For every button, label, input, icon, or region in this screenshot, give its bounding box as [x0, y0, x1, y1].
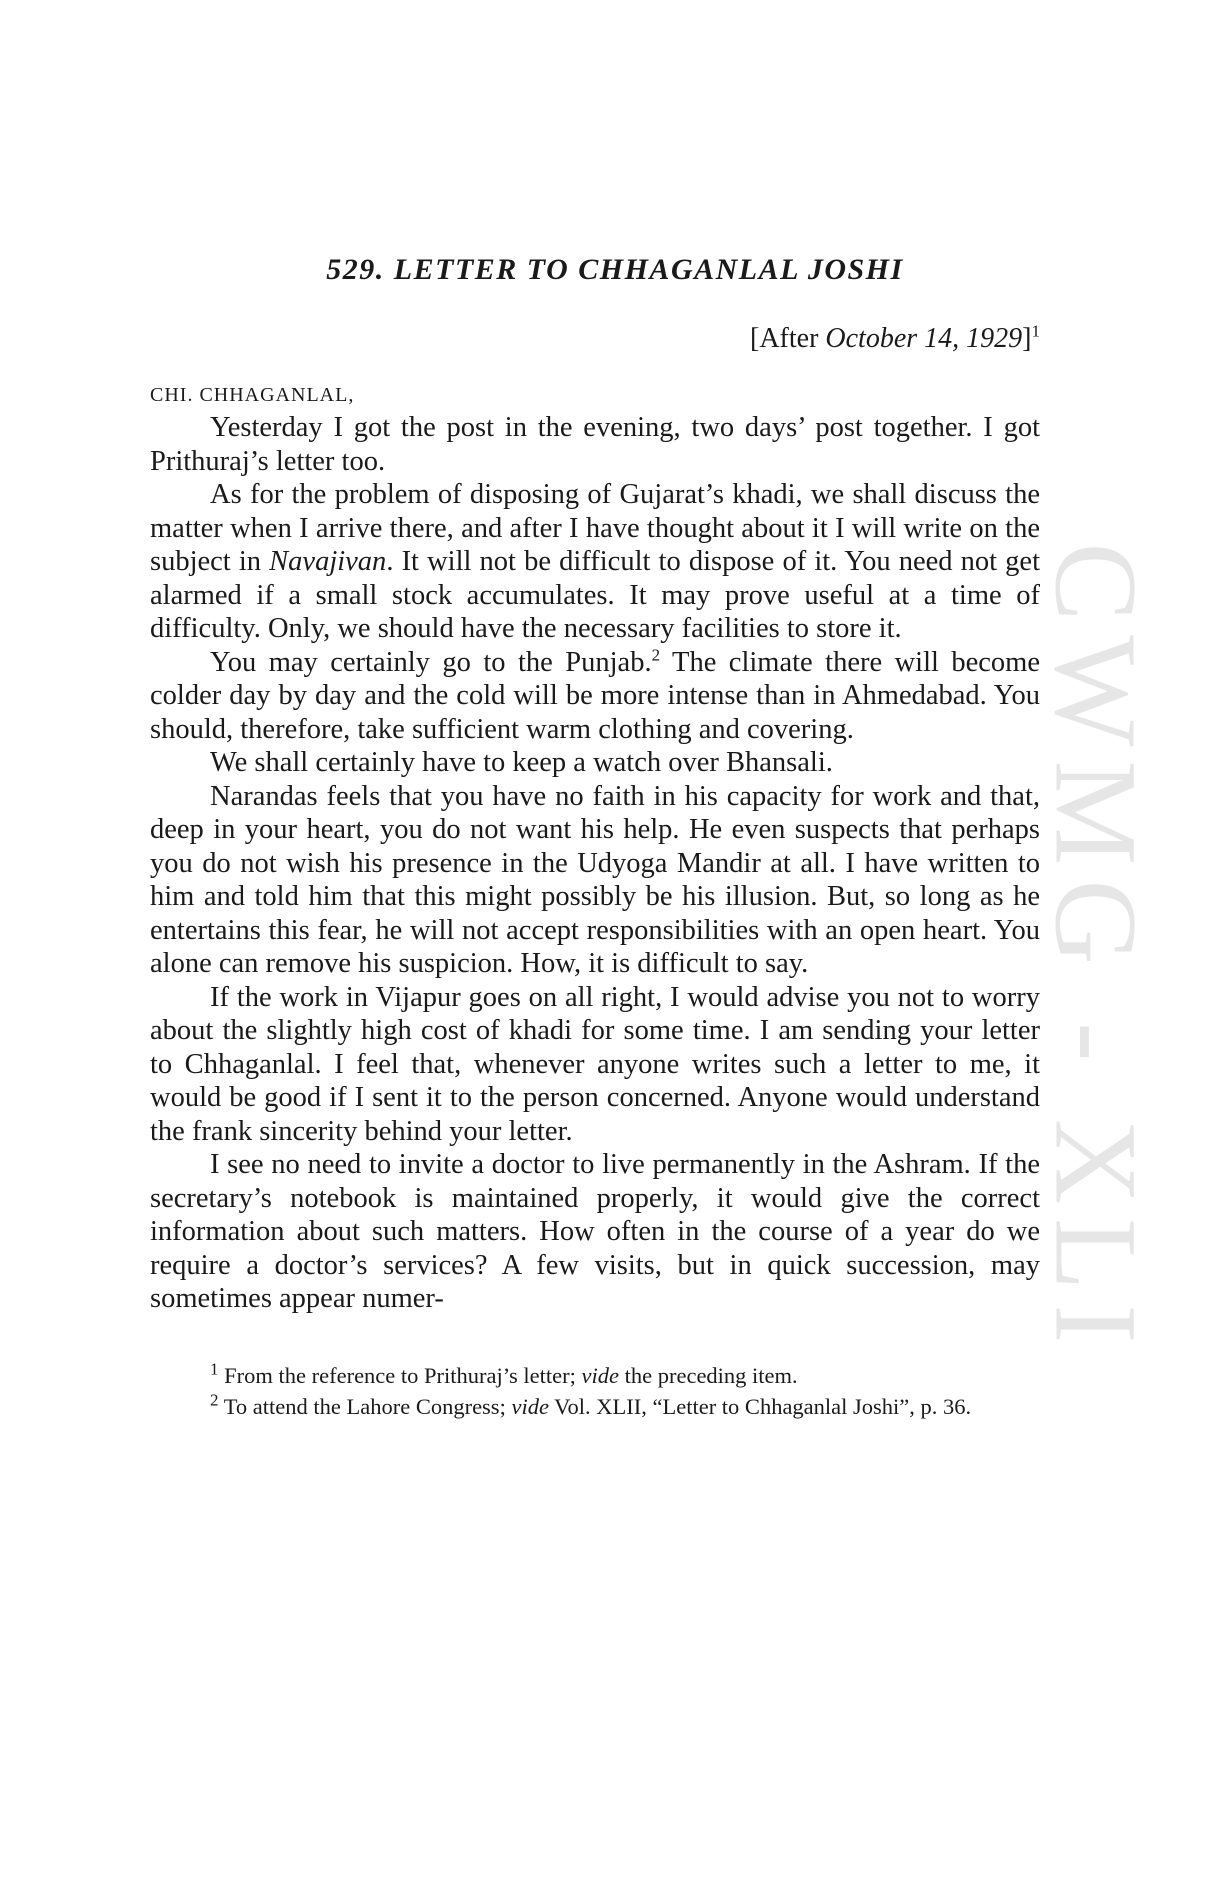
footnote-ref-1: 1: [1031, 321, 1040, 341]
dateline-date: October 14, 1929: [825, 323, 1023, 354]
dateline-prefix: [After: [750, 323, 826, 354]
footnote-2-number: 2: [210, 1390, 219, 1409]
paragraph-4: We shall certainly have to keep a watch over Bhansali.: [210, 747, 833, 778]
watermark: [1031, 500, 1163, 1400]
footnotes: [150, 1360, 1040, 1422]
page-content: [150, 245, 1040, 1422]
paragraph-2-italic: Navajivan: [269, 546, 387, 577]
dateline-suffix: ]: [1022, 323, 1032, 354]
footnote-1-number: 1: [210, 1359, 219, 1378]
salutation: CHI. CHHAGANLAL,: [150, 384, 355, 406]
footnote-2-part-a: To attend the Lahore Congress;: [218, 1393, 512, 1419]
footnote-1-italic: vide: [581, 1362, 619, 1388]
footnote-1-part-b: the preceding item.: [618, 1362, 798, 1388]
paragraph-3-part-a: You may certainly go to the Punjab.: [210, 646, 652, 678]
paragraph-5: Narandas feels that you have no faith in his capacity for work and that, deep in your heart, you do not want his help. He even suspects that perhaps you do not wish his presence in the Udyoga Mandir at all. I have written to him and told him that this might possibly be his illusion. But, so long as he entertains this fear, he will not accept responsibilities with an open heart. You alone can remove his suspicion. How, it is difficult to say.: [150, 780, 1040, 979]
paragraph-3-part-b: The climate there will become colder day by day and the cold will be more intense than in Ahmedabad. You should, therefore, take sufficient warm clothing and covering.: [150, 646, 1040, 745]
footnote-2-part-b: Vol. XLII, “Letter to Chhaganlal Joshi”, p. 36.: [548, 1393, 972, 1419]
paragraph-2-part-a: As for the problem of disposing of Gujarat’s khadi, we shall discuss the matter when I arrive there, and after I have thought about it I will write on the subject in: [150, 479, 1040, 577]
paragraph-2: [150, 478, 1040, 646]
paragraph-3: [150, 646, 1040, 747]
paragraph-7: I see no need to invite a doctor to live permanently in the Ashram. If the secretary’s notebook is maintained properly, it would give the correct information about such matters. How often in the course of a year do we require a doctor’s services? A few visits, but in quick succession, may sometimes appear numer-: [150, 1149, 1040, 1314]
footnote-ref-2: 2: [651, 645, 661, 664]
footnote-1: [150, 1360, 1040, 1391]
letter-heading: 529. LETTER TO CHHAGANLAL JOSHI: [326, 253, 904, 286]
dateline: [150, 319, 1040, 359]
paragraph-6: If the work in Vijapur goes on all right, I would advise you not to worry about the slightly high cost of khadi for some time. I am sending your letter to Chhaganlal. I feel that, whenever anyone writes such a letter to me, it would be good if I sent it to the person concerned. Anyone would understand the frank sincerity behind your letter.: [150, 981, 1040, 1147]
footnote-1-part-a: From the reference to Prithuraj’s letter;: [218, 1362, 582, 1388]
watermark-text: CWMG - XLI: [1031, 542, 1163, 1358]
letter-body: [150, 411, 1040, 1316]
paragraph-1: Yesterday I got the post in the evening, two days’ post together. I got Prithuraj’s letter too.: [150, 412, 1040, 477]
footnote-2: [150, 1391, 1040, 1422]
footnote-2-italic: vide: [511, 1393, 549, 1419]
paragraph-2-part-b: . It will not be difficult to dispose of it. You need not get alarmed if a small stock accumulates. It may prove useful at a time of difficulty. Only, we should have the necessary facilities to store it.: [150, 546, 1040, 644]
